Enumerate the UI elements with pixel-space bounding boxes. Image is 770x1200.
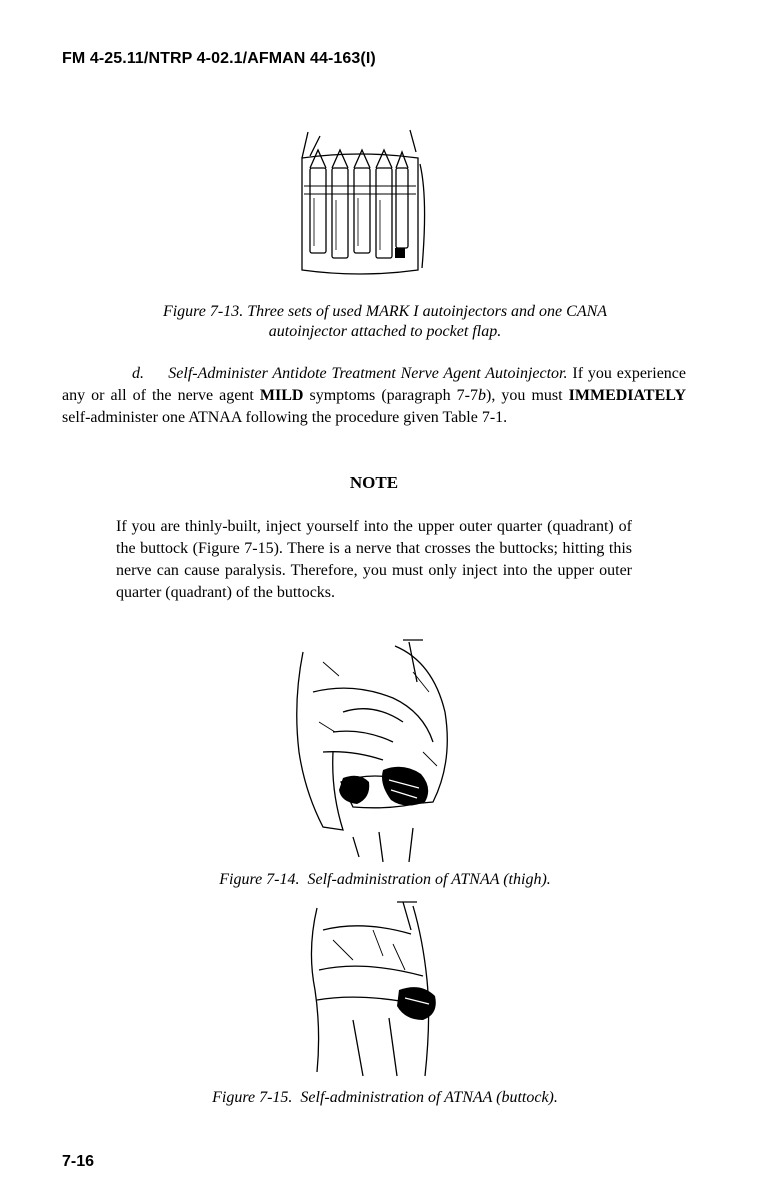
figure-7-13-caption-line1: Figure 7-13. Three sets of used MARK I autoinjectors and one CANA: [162, 303, 608, 320]
emphasis-mild: MILD: [259, 387, 304, 404]
page-number: 7-16: [62, 1153, 95, 1170]
figure-7-14-caption-text: Self-administration of ATNAA (thigh).: [307, 871, 551, 888]
figure-7-15-illustration: [293, 900, 453, 1080]
figure-7-14-caption: [62, 870, 708, 890]
figure-7-14-illustration: [283, 632, 463, 862]
figure-7-13-caption: [62, 302, 708, 342]
note-title: NOTE: [349, 473, 399, 492]
section-d-heading: Self-Administer Antidote Treatment Nerve Agent Autoinjector.: [168, 365, 568, 382]
section-d-text-1: If you experience any or all of the nerve agent: [62, 365, 687, 404]
figure-7-15-caption: [62, 1088, 708, 1108]
document-header: FM 4-25.11/NTRP 4-02.1/AFMAN 44-163(I): [62, 50, 376, 67]
section-d-text-4: self-administer one ATNAA following the procedure given Table 7-1.: [62, 409, 508, 426]
emphasis-immediately: IMMEDIATELY: [568, 387, 686, 404]
figure-7-14-caption-label: Figure 7-14.: [219, 871, 300, 888]
section-d-text-2: symptoms (paragraph 7-7: [303, 387, 479, 404]
section-d-label: d.: [132, 365, 144, 382]
figure-7-13-caption-line2: autoinjector attached to pocket flap.: [268, 323, 502, 340]
figure-7-15-caption-label: Figure 7-15.: [212, 1089, 293, 1106]
section-d-paragraph: [62, 363, 686, 429]
section-d-text-3: ), you must: [486, 387, 569, 404]
note-body: If you are thinly-built, inject yourself into the upper outer quarter (quadrant) of the buttock (Figure 7-15). There is a nerve that crosses the buttocks; hitting this nerve can cause paralysis. Therefore, you must only inject into the upper outer quarter (quadrant) of the buttocks.: [116, 518, 632, 601]
paragraph-ref-b: b: [478, 387, 487, 404]
figure-7-13-illustration: [290, 128, 440, 298]
figure-7-15-caption-text: Self-administration of ATNAA (buttock).: [300, 1089, 558, 1106]
